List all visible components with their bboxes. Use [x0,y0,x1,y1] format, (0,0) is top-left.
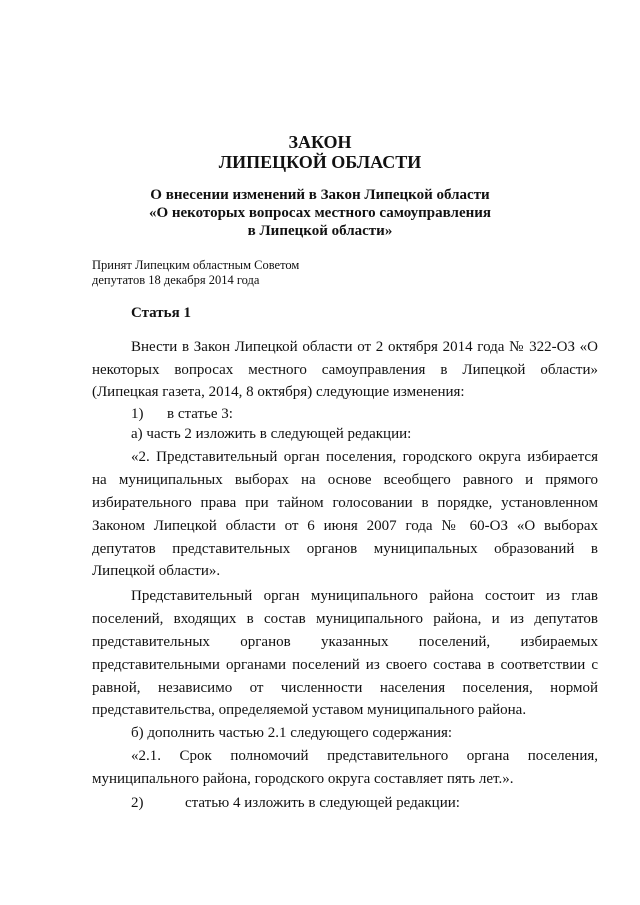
paragraph-line: представительными органами поселений из своего состава в соответствии с [92,657,598,673]
paragraph-line: «2. Представительный орган поселения, городского округа избирается [131,449,598,465]
law-subtitle-line: О внесении изменений в Закон Липецкой области [150,187,490,203]
sub-item-b: б) дополнить частью 2.1 следующего содержания: [131,725,453,741]
law-subtitle-line: «О некоторых вопросах местного самоуправления [148,205,492,221]
paragraph-line: Липецкой области». [92,563,221,579]
paragraph-line: Законом Липецкой области от 6 июня 2007 года № 60-ОЗ «О выборах [92,518,598,534]
paragraph-line: Представительный орган муниципального района состоит из глав [131,588,598,604]
sub-item-a: а) часть 2 изложить в следующей редакции: [131,426,412,442]
law-region-title: ЛИПЕЦКОЙ ОБЛАСТИ [218,152,422,172]
law-subtitle-line: в Липецкой области» [247,223,393,239]
paragraph-line: на муниципальных выборах на основе всеобщего равного и прямого [92,472,598,488]
list-number: 1) [131,406,144,422]
list-item-text: статью 4 изложить в следующей редакции: [185,795,460,811]
paragraph-line: Внести в Закон Липецкой области от 2 октября 2014 года № 322-ОЗ «О [131,339,598,355]
article-heading: Статья 1 [131,305,191,321]
paragraph-line: поселений, входящих в состав муниципального района, и из депутатов [92,611,598,627]
adoption-note-line: Принят Липецким областным Советом [92,258,300,272]
paragraph-line: представительных органов указанных поселений, избираемых [92,634,598,650]
paragraph-line: (Липецкая газета, 2014, 8 октября) следующие изменения: [92,384,465,400]
adoption-note-date: депутатов 18 декабря 2014 года [92,273,260,287]
list-number: 2) [131,795,144,811]
list-item-text: в статье 3: [167,406,233,422]
paragraph-line: равной, независимо от численности населения поселения, нормой [92,680,598,696]
paragraph-line: представительства, определяемой уставом муниципального района. [92,702,527,718]
paragraph-line: избирательного права при тайном голосовании в порядке, установленном [92,495,598,511]
paragraph-line: муниципального района, городского округа составляет пять лет.». [92,771,514,787]
law-title: ЗАКОН [288,132,352,152]
paragraph-line: «2.1. Срок полномочий представительного органа поселения, [131,748,598,764]
paragraph-line: некоторых вопросах местного самоуправления в Липецкой области» [92,362,598,378]
paragraph-line: депутатов представительных органов муниципальных образований в [92,541,598,557]
